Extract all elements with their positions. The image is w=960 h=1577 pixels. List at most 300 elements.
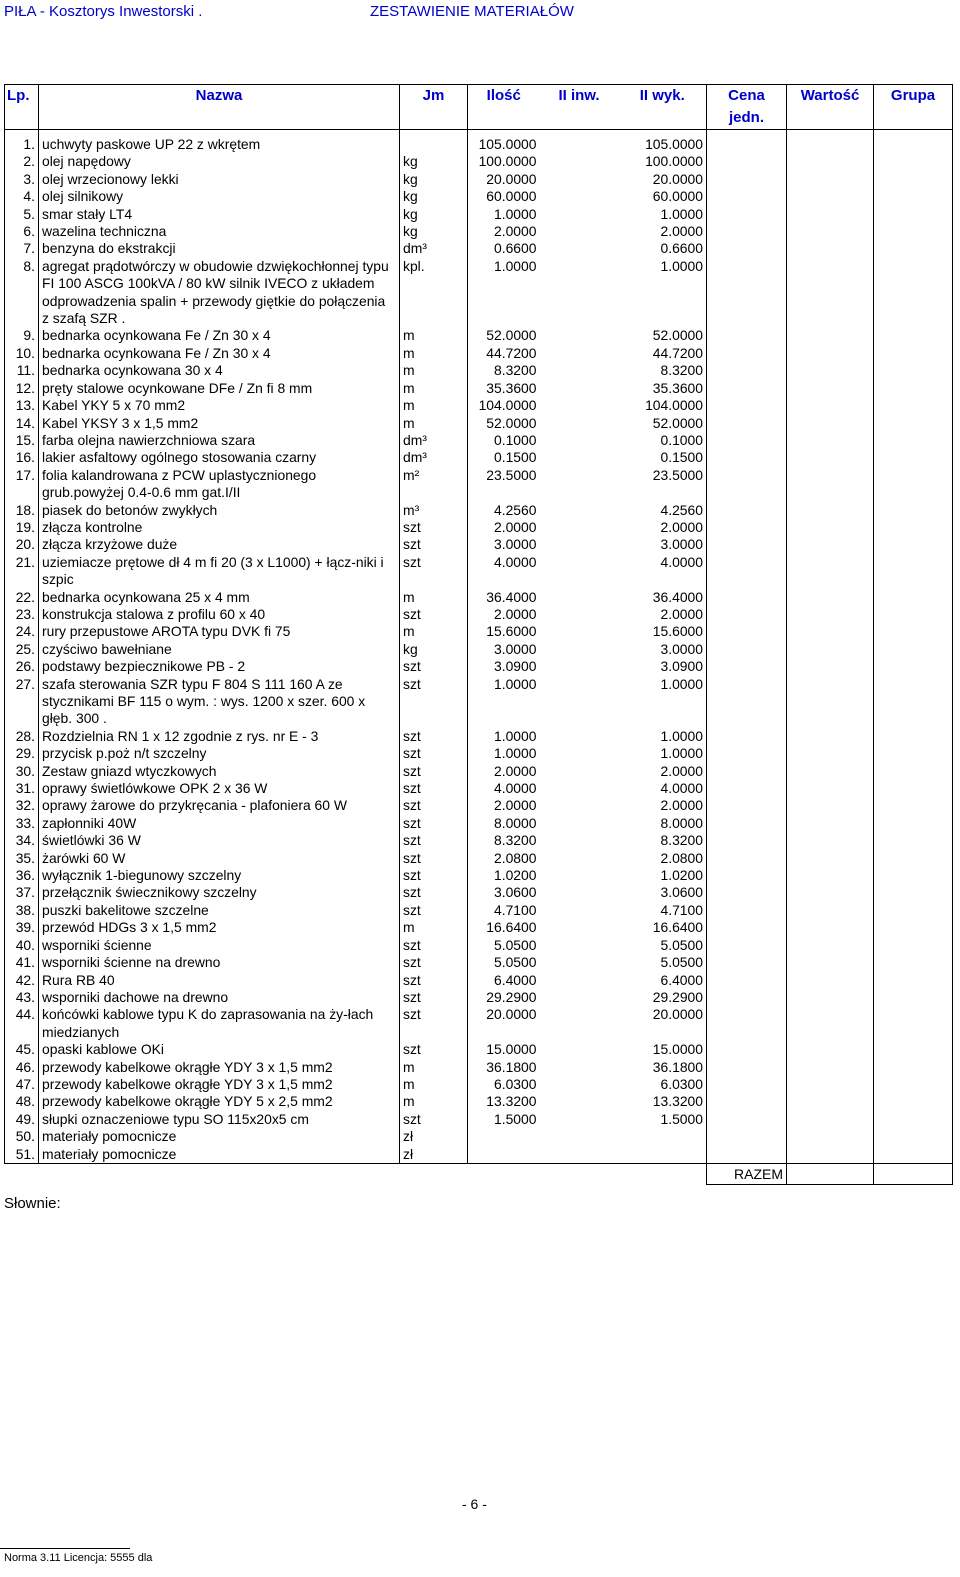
cell-name: olej wrzecionowy lekki (39, 171, 400, 188)
cell-wartosc (787, 536, 874, 553)
table-row (5, 902, 953, 919)
cell-grupa (874, 676, 953, 728)
cell-ilosc (468, 1146, 540, 1164)
cell-lp: 31. (5, 780, 39, 797)
cell-ilosc: 4.0000 (494, 780, 537, 797)
cell-cena (707, 1128, 787, 1145)
cell-grupa (874, 1093, 953, 1110)
cell-cena (707, 780, 787, 797)
cell-wartosc (787, 415, 874, 432)
cell-grupa (874, 153, 953, 170)
cell-grupa (874, 502, 953, 519)
cell-lp: 46. (5, 1059, 39, 1076)
cell-cena (707, 415, 787, 432)
cell-name: żarówki 60 W (39, 850, 400, 867)
cell-name: przewody kabelkowe okrągłe YDY 3 x 1,5 mm2 (39, 1076, 400, 1093)
cell-inw (540, 850, 619, 867)
total-empty-cell (468, 1163, 540, 1184)
cell-grupa (874, 362, 953, 379)
cell-inw (540, 397, 619, 414)
cell-name: folia kalandrowana z PCW uplastycznionego grub.powyżej 0.4-0.6 mm gat.I/II (39, 467, 400, 502)
cell-wartosc (787, 1111, 874, 1128)
cell-jm: szt (400, 780, 468, 797)
cell-inw (540, 676, 619, 728)
cell-jm: szt (400, 902, 468, 919)
cell-wartosc (787, 327, 874, 344)
cell-jm: kg (400, 206, 468, 223)
cell-inw (540, 519, 619, 536)
total-empty-cell (619, 1163, 707, 1184)
cell-jm: m (400, 1076, 468, 1093)
cell-inw (540, 432, 619, 449)
cell-ilosc: 29.2900 (486, 988, 537, 1005)
cell-name: olej napędowy (39, 153, 400, 170)
cell-cena (707, 136, 787, 153)
cell-grupa (874, 432, 953, 449)
cell-wartosc (787, 362, 874, 379)
cell-grupa (874, 728, 953, 745)
cell-cena (707, 745, 787, 762)
cell-name: Kabel YKY 5 x 70 mm2 (39, 397, 400, 414)
cell-cena (707, 1093, 787, 1110)
cell-inw (540, 1128, 619, 1145)
cell-jm: szt (400, 658, 468, 675)
table-row (5, 502, 953, 519)
cell-lp: 39. (5, 919, 39, 936)
cell-grupa (874, 623, 953, 640)
table-row (5, 954, 953, 971)
table-row (5, 1041, 953, 1058)
cell-grupa (874, 989, 953, 1006)
cell-wyk: 100.0000 (619, 153, 707, 170)
cell-cena (707, 763, 787, 780)
total-label: RAZEM (707, 1163, 787, 1184)
cell-wartosc (787, 832, 874, 849)
cell-lp: 5. (5, 206, 39, 223)
cell-lp: 21. (5, 554, 39, 589)
cell-grupa (874, 171, 953, 188)
cell-lp: 44. (5, 1006, 39, 1041)
cell-inw (540, 536, 619, 553)
cell-ilosc: 2.0000 (494, 762, 537, 779)
cell-jm: m² (400, 467, 468, 502)
cell-wartosc (787, 1093, 874, 1110)
cell-wartosc (787, 1041, 874, 1058)
cell-cena (707, 519, 787, 536)
cell-grupa (874, 206, 953, 223)
cell-lp: 18. (5, 502, 39, 519)
cell-lp: 51. (5, 1146, 39, 1164)
cell-wyk: 1.0000 (619, 728, 707, 745)
cell-ilosc: 52.0000 (486, 327, 537, 344)
cell-ilosc: 36.4000 (486, 588, 537, 605)
cell-cena (707, 989, 787, 1006)
cell-cena (707, 223, 787, 240)
col-header-grupa: Grupa (874, 85, 953, 130)
cell-jm: dm³ (400, 432, 468, 449)
cell-wyk: 3.0600 (619, 884, 707, 901)
cell-wartosc (787, 606, 874, 623)
cell-cena (707, 1146, 787, 1164)
cell-jm: szt (400, 937, 468, 954)
cell-name: piasek do betonów zwykłych (39, 502, 400, 519)
cell-ilosc: 16.6400 (486, 919, 537, 936)
cell-name: przewody kabelkowe okrągłe YDY 5 x 2,5 mm2 (39, 1093, 400, 1110)
cell-grupa (874, 815, 953, 832)
cell-inw (540, 258, 619, 328)
table-row (5, 641, 953, 658)
cell-lp: 16. (5, 449, 39, 466)
cell-cena (707, 467, 787, 502)
cell-name: zapłonniki 40W (39, 815, 400, 832)
cell-inw (540, 815, 619, 832)
cell-cena (707, 954, 787, 971)
cell-wartosc (787, 136, 874, 153)
cell-name: materiały pomocnicze (39, 1128, 400, 1145)
cell-ilosc: 15.6000 (486, 623, 537, 640)
cell-grupa (874, 850, 953, 867)
cell-cena (707, 1059, 787, 1076)
cell-wyk: 2.0000 (619, 797, 707, 814)
cell-jm: szt (400, 763, 468, 780)
table-row (5, 449, 953, 466)
cell-jm: szt (400, 972, 468, 989)
cell-inw (540, 884, 619, 901)
cell-grupa (874, 658, 953, 675)
cell-wartosc (787, 206, 874, 223)
cell-wartosc (787, 850, 874, 867)
cell-grupa (874, 1041, 953, 1058)
cell-wyk: 36.1800 (619, 1059, 707, 1076)
cell-name: świetlówki 36 W (39, 832, 400, 849)
table-row (5, 658, 953, 675)
cell-grupa (874, 380, 953, 397)
table-row (5, 536, 953, 553)
cell-cena (707, 206, 787, 223)
cell-wyk: 5.0500 (619, 954, 707, 971)
cell-name: pręty stalowe ocynkowane DFe / Zn fi 8 mm (39, 380, 400, 397)
cell-lp: 19. (5, 519, 39, 536)
cell-wartosc (787, 902, 874, 919)
cell-wartosc (787, 502, 874, 519)
cell-wyk: 20.0000 (619, 171, 707, 188)
cell-grupa (874, 763, 953, 780)
table-row (5, 728, 953, 745)
cell-cena (707, 240, 787, 257)
cell-ilosc: 104.0000 (478, 397, 537, 414)
cell-jm: kg (400, 641, 468, 658)
cell-name: Rozdzielnia RN 1 x 12 zgodnie z rys. nr E - 3 (39, 728, 400, 745)
cell-ilosc: 1.0000 (494, 745, 537, 762)
page-number: - 6 - (462, 1496, 487, 1512)
cell-lp: 15. (5, 432, 39, 449)
cell-grupa (874, 1059, 953, 1076)
col-header-cena: Cena jedn. (707, 85, 787, 130)
cell-ilosc: 35.3600 (486, 379, 537, 396)
cell-lp: 28. (5, 728, 39, 745)
cell-wartosc (787, 797, 874, 814)
cell-jm: m (400, 380, 468, 397)
cell-grupa (874, 589, 953, 606)
table-row (5, 815, 953, 832)
cell-name: podstawy bezpiecznikowe PB - 2 (39, 658, 400, 675)
cell-jm: szt (400, 1041, 468, 1058)
table-row (5, 850, 953, 867)
total-empty-cell (400, 1163, 468, 1184)
cell-wyk: 6.4000 (619, 972, 707, 989)
col-header-lp: Lp. (5, 85, 39, 130)
cell-inw (540, 345, 619, 362)
cell-inw (540, 1041, 619, 1058)
cell-jm: zł (400, 1146, 468, 1164)
cell-name: benzyna do ekstrakcji (39, 240, 400, 257)
cell-wyk: 4.7100 (619, 902, 707, 919)
cell-wyk (619, 1146, 707, 1164)
cell-grupa (874, 797, 953, 814)
cell-name: końcówki kablowe typu K do zaprasowania na ży-łach miedzianych (39, 1006, 400, 1041)
cell-inw (540, 954, 619, 971)
table-row (5, 780, 953, 797)
cell-grupa (874, 415, 953, 432)
cell-ilosc: 2.0000 (494, 223, 537, 240)
cell-cena (707, 362, 787, 379)
cell-wartosc (787, 780, 874, 797)
cell-ilosc: 105.0000 (478, 136, 537, 152)
cell-lp: 23. (5, 606, 39, 623)
cell-grupa (874, 641, 953, 658)
cell-name: opaski kablowe OKi (39, 1041, 400, 1058)
cell-wyk: 52.0000 (619, 415, 707, 432)
cell-wartosc (787, 728, 874, 745)
cell-wyk: 4.0000 (619, 554, 707, 589)
cell-wartosc (787, 432, 874, 449)
cell-cena (707, 884, 787, 901)
cell-wyk: 2.0000 (619, 606, 707, 623)
cell-wartosc (787, 972, 874, 989)
cell-jm: szt (400, 676, 468, 728)
table-row (5, 223, 953, 240)
cell-ilosc: 0.6600 (494, 240, 537, 257)
cell-name: szafa sterowania SZR typu F 804 S 111 160 A ze stycznikami BF 115 o wym. : wys. 1200 x szer. 600 x głęb. 300 . (39, 676, 400, 728)
cell-lp: 8. (5, 258, 39, 328)
cell-wyk: 52.0000 (619, 327, 707, 344)
cell-ilosc: 2.0000 (494, 797, 537, 814)
cell-inw (540, 1093, 619, 1110)
cell-inw (540, 449, 619, 466)
cell-grupa (874, 240, 953, 257)
cell-lp: 29. (5, 745, 39, 762)
cell-grupa (874, 467, 953, 502)
cell-jm: kg (400, 223, 468, 240)
cell-wyk: 1.0000 (619, 206, 707, 223)
cell-cena (707, 623, 787, 640)
cell-jm: m (400, 345, 468, 362)
cell-wartosc (787, 397, 874, 414)
cell-cena (707, 676, 787, 728)
cell-ilosc: 3.0000 (494, 536, 537, 553)
cell-inw (540, 780, 619, 797)
cell-wyk: 8.0000 (619, 815, 707, 832)
cell-name: oprawy żarowe do przykręcania - plafoniera 60 W (39, 797, 400, 814)
cell-ilosc: 52.0000 (486, 414, 537, 431)
cell-name: bednarka ocynkowana 25 x 4 mm (39, 589, 400, 606)
cell-wartosc (787, 345, 874, 362)
table-row (5, 884, 953, 901)
cell-lp: 38. (5, 902, 39, 919)
cell-cena (707, 589, 787, 606)
cell-grupa (874, 1076, 953, 1093)
cell-lp: 6. (5, 223, 39, 240)
cell-name: przewody kabelkowe okrągłe YDY 3 x 1,5 mm2 (39, 1059, 400, 1076)
table-row (5, 606, 953, 623)
table-row (5, 380, 953, 397)
cell-grupa (874, 1006, 953, 1041)
cell-jm: m (400, 589, 468, 606)
cell-wyk: 1.0200 (619, 867, 707, 884)
cell-jm: dm³ (400, 240, 468, 257)
cell-lp: 22. (5, 589, 39, 606)
cell-ilosc: 44.7200 (486, 344, 537, 361)
cell-inw (540, 188, 619, 205)
cell-inw (540, 327, 619, 344)
cell-inw (540, 658, 619, 675)
cell-inw (540, 223, 619, 240)
cell-wartosc (787, 658, 874, 675)
materials-table (4, 84, 953, 1185)
cell-name: słupki oznaczeniowe typu SO 115x20x5 cm (39, 1111, 400, 1128)
table-row (5, 171, 953, 188)
cell-inw (540, 1146, 619, 1164)
cell-jm: szt (400, 728, 468, 745)
cell-wyk: 2.0000 (619, 223, 707, 240)
table-row (5, 1146, 953, 1164)
cell-cena (707, 1041, 787, 1058)
cell-inw (540, 606, 619, 623)
cell-wyk: 5.0500 (619, 937, 707, 954)
cell-grupa (874, 780, 953, 797)
cell-cena (707, 902, 787, 919)
total-group (874, 1163, 953, 1184)
total-empty-cell (5, 1163, 39, 1184)
cell-cena (707, 797, 787, 814)
table-row (5, 1006, 953, 1041)
cell-wyk: 2.0800 (619, 850, 707, 867)
cell-name: agregat prądotwórczy w obudowie dzwiękochłonnej typu FI 100 ASCG 100kVA / 80 kW silnik IVECO z układem odprowadzenia spalin + przewody giętkie do połączenia z szafą SZR . (39, 258, 400, 328)
cell-lp: 34. (5, 832, 39, 849)
cell-inw (540, 745, 619, 762)
cell-lp: 35. (5, 850, 39, 867)
cell-grupa (874, 832, 953, 849)
cell-ilosc: 4.7100 (494, 901, 537, 918)
cell-wyk: 20.0000 (619, 1006, 707, 1041)
table-row (5, 745, 953, 762)
table-row (5, 1093, 953, 1110)
cell-inw (540, 415, 619, 432)
cell-name: złącza krzyżowe duże (39, 536, 400, 553)
cell-ilosc: 23.5000 (486, 466, 537, 483)
cell-lp: 43. (5, 989, 39, 1006)
cell-cena (707, 171, 787, 188)
cell-lp: 4. (5, 188, 39, 205)
cell-grupa (874, 223, 953, 240)
cell-grupa (874, 1128, 953, 1145)
cell-wyk: 15.6000 (619, 623, 707, 640)
cell-inw (540, 206, 619, 223)
cell-lp: 9. (5, 327, 39, 344)
cell-jm: szt (400, 832, 468, 849)
cell-wartosc (787, 449, 874, 466)
cell-wyk: 2.0000 (619, 763, 707, 780)
cell-name: oprawy świetlówkowe OPK 2 x 36 W (39, 780, 400, 797)
cell-lp: 42. (5, 972, 39, 989)
cell-wyk: 16.6400 (619, 919, 707, 936)
table-row (5, 937, 953, 954)
cell-ilosc: 2.0800 (494, 849, 537, 866)
cell-inw (540, 240, 619, 257)
cell-cena (707, 972, 787, 989)
cell-inw (540, 1006, 619, 1041)
cell-wartosc (787, 467, 874, 502)
table-row (5, 797, 953, 814)
cell-wyk: 1.0000 (619, 676, 707, 728)
cell-jm: kpl. (400, 258, 468, 328)
cell-wyk: 8.3200 (619, 832, 707, 849)
cell-grupa (874, 867, 953, 884)
cell-grupa (874, 972, 953, 989)
cell-grupa (874, 606, 953, 623)
cell-lp: 40. (5, 937, 39, 954)
cell-jm: szt (400, 884, 468, 901)
table-row (5, 919, 953, 936)
cell-wartosc (787, 171, 874, 188)
cell-cena (707, 1006, 787, 1041)
cell-lp: 27. (5, 676, 39, 728)
table-row (5, 345, 953, 362)
cell-cena (707, 188, 787, 205)
cell-wartosc (787, 1146, 874, 1164)
cell-inw (540, 467, 619, 502)
cell-jm: kg (400, 171, 468, 188)
cell-wyk: 1.5000 (619, 1111, 707, 1128)
cell-name: przełącznik świecznikowy szczelny (39, 884, 400, 901)
cell-grupa (874, 745, 953, 762)
table-row (5, 206, 953, 223)
cell-cena (707, 815, 787, 832)
table-row (5, 867, 953, 884)
cell-lp: 25. (5, 641, 39, 658)
cell-wartosc (787, 1128, 874, 1145)
cell-cena (707, 1076, 787, 1093)
cell-wartosc (787, 240, 874, 257)
cell-grupa (874, 884, 953, 901)
cell-ilosc: 1.0000 (494, 205, 537, 222)
cell-name: wsporniki ścienne na drewno (39, 954, 400, 971)
cell-name: uziemiacze prętowe dł 4 m fi 20 (3 x L1000) + łącz-niki i szpic (39, 554, 400, 589)
cell-wartosc (787, 954, 874, 971)
cell-cena (707, 1111, 787, 1128)
cell-jm: szt (400, 606, 468, 623)
cell-inw (540, 972, 619, 989)
cell-lp: 14. (5, 415, 39, 432)
cell-name: konstrukcja stalowa z profilu 60 x 40 (39, 606, 400, 623)
cell-jm: kg (400, 153, 468, 170)
cell-grupa (874, 519, 953, 536)
cell-lp: 13. (5, 397, 39, 414)
cell-wyk: 0.6600 (619, 240, 707, 257)
cell-wartosc (787, 1006, 874, 1041)
cell-jm: m (400, 1093, 468, 1110)
cell-wyk: 0.1500 (619, 449, 707, 466)
